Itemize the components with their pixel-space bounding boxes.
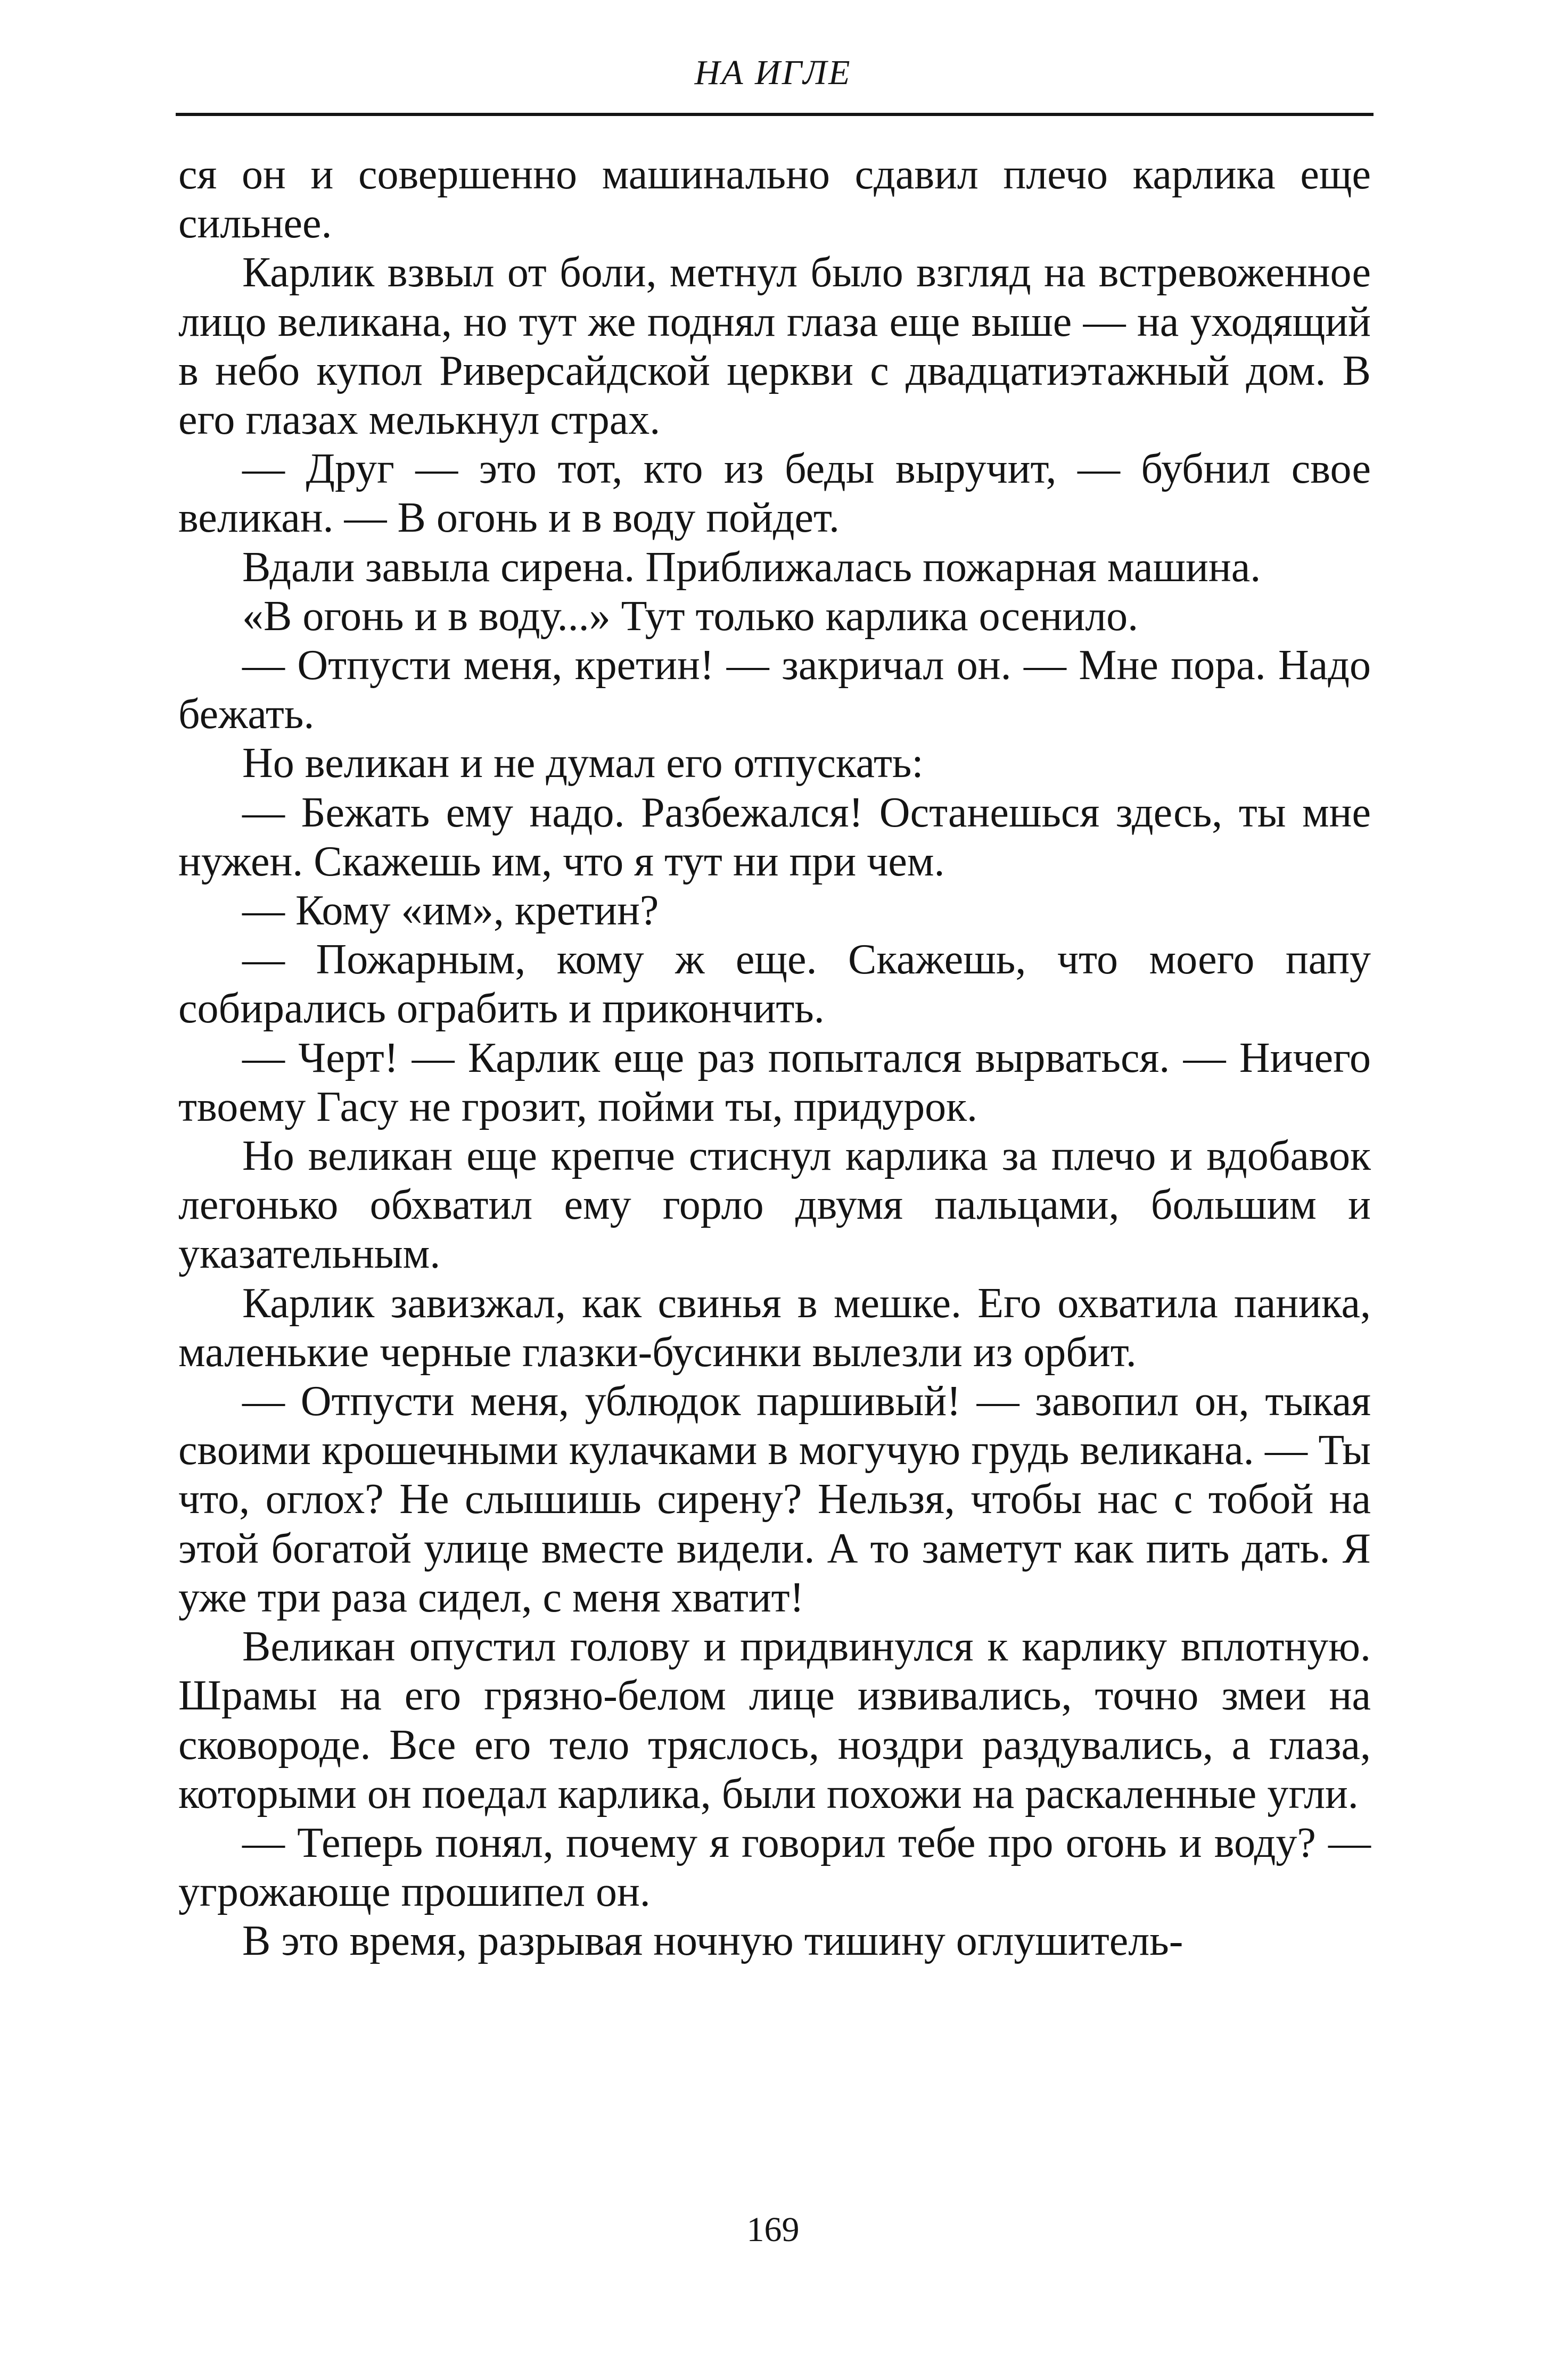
paragraph: — Черт! — Карлик еще раз попытался вырваться. — Ничего твоему Гасу не грозит, пойми ты, придурок. — [178, 1034, 1371, 1130]
body-text — [178, 150, 1371, 1966]
paragraph: — Теперь понял, почему я говорил тебе про огонь и воду? — угрожающе прошипел он. — [178, 1819, 1371, 1916]
paragraph: Карлик взвыл от боли, метнул было взгляд на встревоженное лицо великана, но тут же поднял глаза еще выше — на уходящий в небо купол Риверсайдской церкви с двадцатиэтажный дом. В его глазах мелькнул страх. — [178, 249, 1371, 444]
paragraph: Вдали завыла сирена. Приближалась пожарная машина. — [242, 543, 1261, 591]
paragraph: Но великан и не думал его отпускать: — [242, 740, 924, 787]
paragraph: В это время, разрывая ночную тишину оглушитель- — [242, 1918, 1183, 1965]
paragraph: — Отпусти меня, ублюдок паршивый! — завопил он, тыкая своими крошечными кулачками в могучую грудь великана. — Ты что, оглох? Не слышишь сирену? Нельзя, чтобы нас с тобой на этой богатой улице вместе видели. А то заметут как пить дать. Я уже три раза сидел, с меня хватит! — [178, 1378, 1371, 1621]
page-number: 169 — [746, 2210, 800, 2249]
header-rule — [176, 113, 1374, 116]
paragraph: Но великан еще крепче стиснул карлика за плечо и вдобавок легонько обхватил ему горло двумя пальцами, большим и указательным. — [178, 1133, 1371, 1278]
paragraph: — Бежать ему надо. Разбежался! Останешься здесь, ты мне нужен. Скажешь им, что я тут ни при чем. — [178, 789, 1371, 885]
paragraph: ся он и совершенно машинально сдавил плечо карлика еще сильнее. — [178, 151, 1371, 247]
paragraph: — Отпусти меня, кретин! — закричал он. — Мне пора. Надо бежать. — [178, 642, 1371, 738]
paragraph: Великан опустил голову и придвинулся к карлику вплотную. Шрамы на его грязно-белом лице извивались, точно змеи на сковороде. Все его тело тряслось, ноздри раздувались, а глаза, которыми он поедал карлика, были похожи на раскаленные угли. — [178, 1623, 1371, 1817]
paragraph: Карлик завизжал, как свинья в мешке. Его охватила паника, маленькие черные глазки-бусинки вылезли из орбит. — [178, 1279, 1371, 1376]
paragraph: «В огонь и в воду...» Тут только карлика осенило. — [242, 592, 1139, 640]
running-head: НА ИГЛЕ — [694, 53, 852, 92]
paragraph: — Пожарным, кому ж еще. Скажешь, что моего папу собирались ограбить и прикончить. — [178, 936, 1371, 1032]
paragraph: — Кому «им», кретин? — [242, 887, 659, 935]
paragraph: — Друг — это тот, кто из беды выручит, — бубнил свое великан. — В огонь и в воду пойдет. — [178, 445, 1371, 542]
